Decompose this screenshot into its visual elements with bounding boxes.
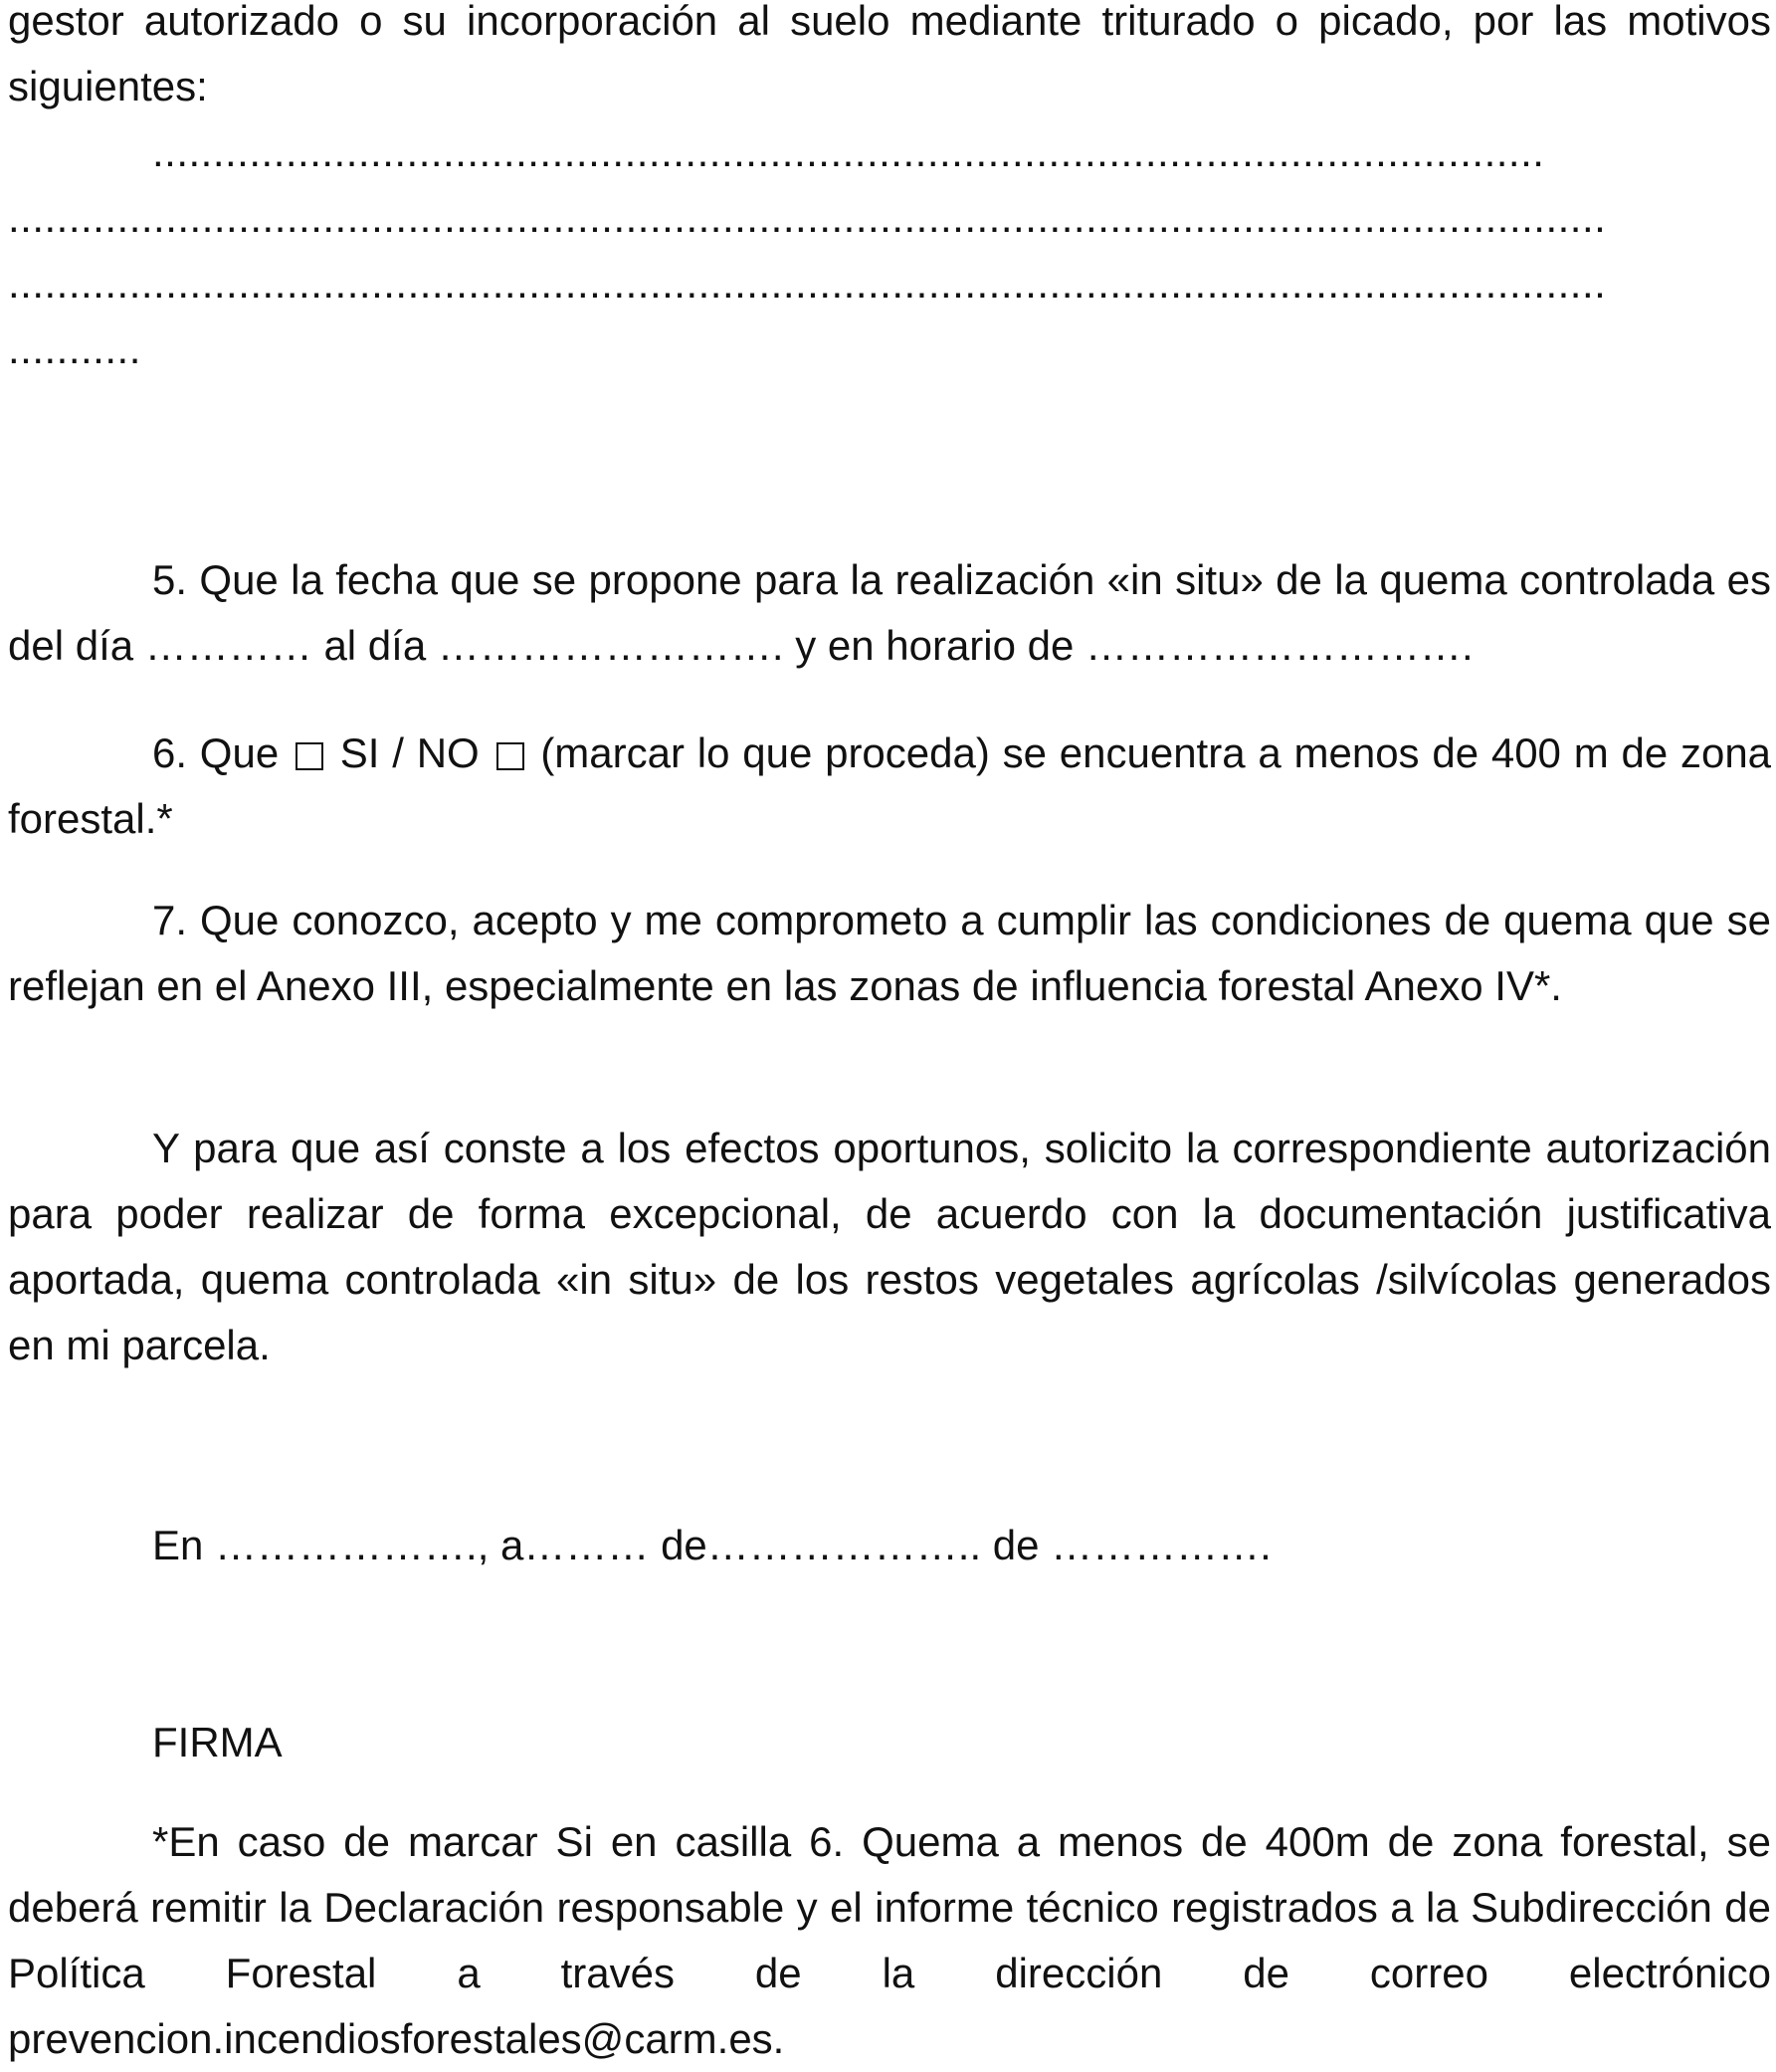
item-6-prefix: 6. Que [152, 729, 280, 776]
document-page [8, 0, 1771, 2063]
closing-paragraph: Y para que así conste a los efectos oportunos, solicito la correspondiente autorización para poder realizar de forma excepcional, de acuerdo con la documentación justificativa aportada, quema controlada «in situ» de los restos vegetales agrícolas /silvícolas generados en mi parcela. [8, 1125, 1771, 1368]
place-and-date-line: En ………………., a……… de……………….. de ……………. [152, 1522, 1272, 1568]
signature-label: FIRMA [152, 1719, 283, 1765]
fill-in-line-1[interactable]: ................................................................................................................... [152, 128, 1545, 175]
fill-in-line-3[interactable]: .................................................................................................................................... [8, 260, 1607, 307]
checkbox-no[interactable] [496, 742, 524, 770]
footnote: *En caso de marcar Si en casilla 6. Quema a menos de 400m de zona forestal, se deberá remitir la Declaración responsable y el informe técnico registrados a la Subdirección de Política Forestal a través de la dirección de correo electrónico prevencion.incendiosforestales@carm.es. [8, 1818, 1771, 2062]
fill-in-line-4[interactable]: ........... [8, 325, 141, 372]
fill-in-line-2[interactable]: .................................................................................................................................... [8, 194, 1607, 241]
checkbox-si[interactable] [296, 742, 323, 770]
item-7-conditions: 7. Que conozco, acepto y me comprometo a cumplir las condiciones de quema que se reflejan en el Anexo III, especialmente en las zonas de influencia forestal Anexo IV*. [8, 897, 1771, 1009]
item-6-forest-distance [8, 721, 1771, 852]
item-6-text: (marcar lo que proceda) se encuentra a menos de 400 m de zona forestal.* [8, 729, 1772, 842]
item-6-options: SI / NO [339, 729, 480, 776]
item-5-dates: 5. Que la fecha que se propone para la realización «in situ» de la quema controlada es del día ………… al día ……………………. y en horario de ………………………. [8, 556, 1771, 669]
paragraph-motivos: gestor autorizado o su incorporación al suelo mediante triturado o picado, por las motivos siguientes: [8, 0, 1771, 109]
